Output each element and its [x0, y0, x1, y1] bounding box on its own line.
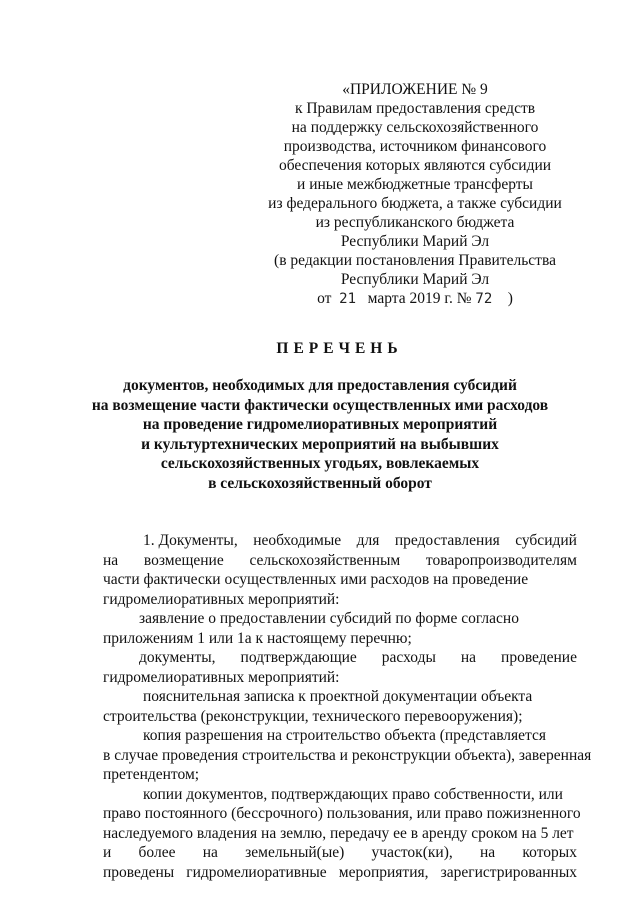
- date-day: 21: [339, 291, 357, 307]
- subtitle-line: на возмещение части фактически осуществленных ими расходов: [91, 396, 549, 414]
- body-line: претендентом;: [103, 766, 200, 783]
- appendix-line: «ПРИЛОЖЕНИЕ № 9: [342, 81, 488, 98]
- body-line: приложениям 1 или 1а к настоящему перечню;: [103, 629, 412, 647]
- document-subtitle: [90, 376, 550, 493]
- body-line: пояснительная записка к проектной документации объекта: [143, 688, 533, 705]
- subtitle-line: и культуртехнических мероприятий на выбывших: [141, 435, 499, 453]
- appendix-line: к Правилам предоставления средств: [294, 100, 536, 117]
- decree-number: 72: [475, 291, 493, 307]
- document-title: ПЕРЕЧЕНЬ: [276, 340, 403, 357]
- appendix-line: производства, источником финансового: [283, 138, 547, 155]
- body-line: строительства (реконструкции, технического перевооружения);: [103, 707, 523, 725]
- body-line: копия разрешения на строительство объекта (представляется: [143, 727, 547, 744]
- body-line: и более на земельный(ые) участок(ки), на которых: [103, 844, 577, 861]
- appendix-line: из федерального бюджета, а также субсидии: [268, 195, 562, 212]
- subtitle-line: на проведение гидромелиоративных мероприятий: [142, 416, 498, 433]
- body-line: гидромелиоративных мероприятий:: [103, 590, 340, 608]
- appendix-line: на поддержку сельскохозяйственного: [291, 119, 539, 136]
- appendix-line: и иные межбюджетные трансферты: [297, 176, 533, 193]
- body-line: документы, подтверждающие расходы на проведение: [139, 649, 577, 666]
- appendix-line: (в редакции постановления Правительства: [274, 252, 556, 269]
- body-line: проведены гидромелиоративные мероприятия, зарегистрированных: [103, 863, 577, 881]
- decree-date-line: [250, 289, 580, 309]
- body-line: на возмещение сельскохозяйственным товаропроизводителям: [103, 551, 577, 569]
- body-line: право постоянного (бессрочного) пользования, или право пожизненного: [103, 805, 581, 822]
- appendix-line: Республики Марий Эл: [340, 233, 490, 250]
- document-body: [103, 531, 592, 882]
- body-line: наследуемого владения на землю, передачу ее в аренду сроком на 5 лет: [103, 824, 574, 842]
- date-close: ): [507, 290, 513, 307]
- body-line: в случае проведения строительства и реконструкции объекта), заверенная: [103, 746, 592, 764]
- appendix-line: обеспечения которых являются субсидии: [278, 157, 552, 174]
- body-line: заявление о предоставлении субсидий по форме согласно: [139, 610, 519, 627]
- body-line: 1. Документы, необходимые для предоставления субсидий: [143, 532, 577, 549]
- date-prefix: от: [317, 290, 332, 307]
- appendix-line: из республиканского бюджета: [315, 214, 515, 231]
- subtitle-line: документов, необходимых для предоставления субсидий: [123, 377, 517, 394]
- appendix-header: [250, 80, 580, 309]
- date-month-year: марта 2019 г. №: [367, 290, 472, 307]
- subtitle-line: в сельскохозяйственный оборот: [208, 474, 432, 492]
- body-line: копии документов, подтверждающих право собственности, или: [143, 785, 563, 803]
- subtitle-line: сельскохозяйственных угодьях, вовлекаемых: [160, 455, 480, 472]
- body-line: части фактически осуществленных ими расходов на проведение: [103, 571, 529, 588]
- appendix-line: Республики Марий Эл: [340, 271, 490, 288]
- body-line: гидромелиоративных мероприятий:: [103, 668, 340, 686]
